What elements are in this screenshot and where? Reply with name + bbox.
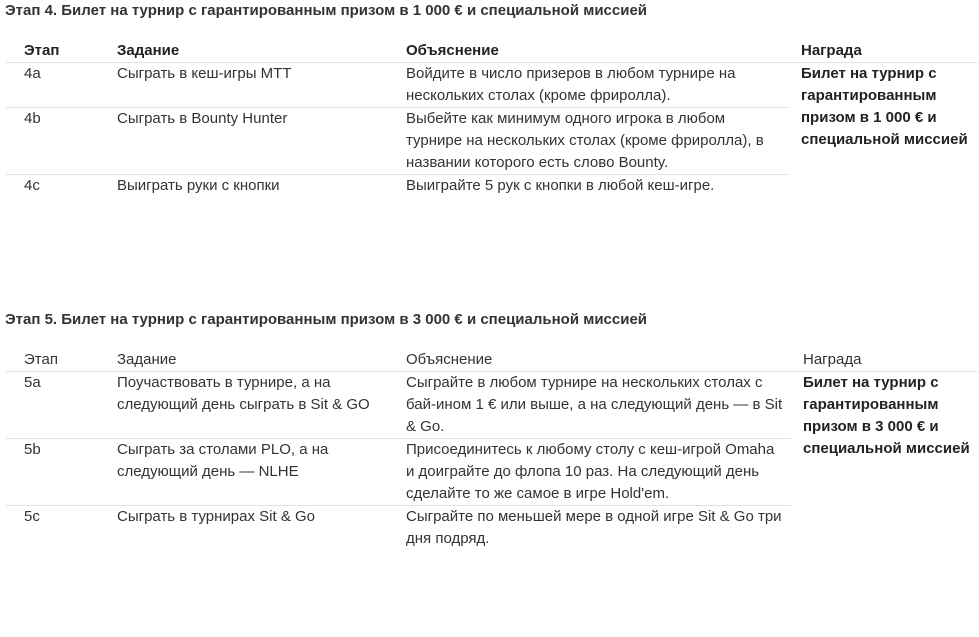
explanation-column-header: Объяснение: [406, 40, 789, 63]
task-column-header: Задание: [117, 40, 406, 63]
stage5-table: [6, 349, 978, 550]
task-cell: Сыграть в турнирах Sit & Go: [117, 508, 316, 525]
explanation-cell: Войдите в число призеров в любом турнире на нескольких столах (кроме фриролла).: [406, 63, 789, 108]
explanation-column-header: Объяснение: [406, 349, 791, 372]
reward-column-header: Награда: [789, 40, 978, 63]
task-cell: Поучаствовать в турнире, а на следующий день сыграть в Sit & GO: [117, 372, 406, 439]
table-row: [6, 63, 978, 108]
reward-column-header: Награда: [791, 349, 978, 372]
stage4-header-row: [6, 40, 978, 63]
stage-cell: 4a: [6, 63, 117, 108]
task-cell: Сыграть за столами PLO, а на следующий день — NLHE: [117, 439, 406, 506]
stage-cell: 5a: [6, 372, 117, 439]
stage-cell: 5b: [6, 439, 117, 506]
task-cell: Сыграть в Bounty Hunter: [117, 108, 406, 175]
explanation-cell: Присоединитесь к любому столу с кеш-игрой Omaha и доиграйте до флопа 10 раз. На следующий день сделайте то же самое в игре Hold'em.: [406, 439, 791, 506]
stage4-title: Этап 4. Билет на турнир с гарантированным призом в 1 000 € и специальной миссией: [5, 2, 648, 19]
stage-cell: 4c: [24, 177, 40, 194]
table-row: [6, 372, 978, 439]
stage-column-header: Этап: [6, 40, 117, 63]
stage-column-header: Этап: [6, 349, 117, 372]
task-cell: Сыграть в кеш-игры МТТ: [117, 63, 406, 108]
reward-cell: Билет на турнир с гарантированным призом в 3 000 € и специальной миссией: [803, 374, 970, 457]
stage4-table: [6, 40, 978, 197]
stage5-header-row: [6, 349, 978, 372]
stage-cell: 5c: [24, 508, 40, 525]
explanation-cell: Сыграйте по меньшей мере в одной игре Sit & Go три дня подряд.: [406, 508, 782, 547]
task-cell: Выиграть руки с кнопки: [117, 177, 280, 194]
stage-cell: 4b: [6, 108, 117, 175]
explanation-cell: Выбейте как минимум одного игрока в любом турнире на нескольких столах (кроме фриролла), в названии которого есть слово Bounty.: [406, 108, 789, 175]
task-column-header: Задание: [117, 349, 406, 372]
explanation-cell: Выиграйте 5 рук с кнопки в любой кеш-игре.: [406, 177, 715, 194]
stage5-title: Этап 5. Билет на турнир с гарантированным призом в 3 000 € и специальной миссией: [5, 311, 648, 328]
reward-cell: Билет на турнир с гарантированным призом в 1 000 € и специальной миссией: [801, 65, 968, 148]
explanation-cell: Сыграйте в любом турнире на нескольких столах с бай-ином 1 € или выше, а на следующий день — в Sit & Go.: [406, 372, 791, 439]
